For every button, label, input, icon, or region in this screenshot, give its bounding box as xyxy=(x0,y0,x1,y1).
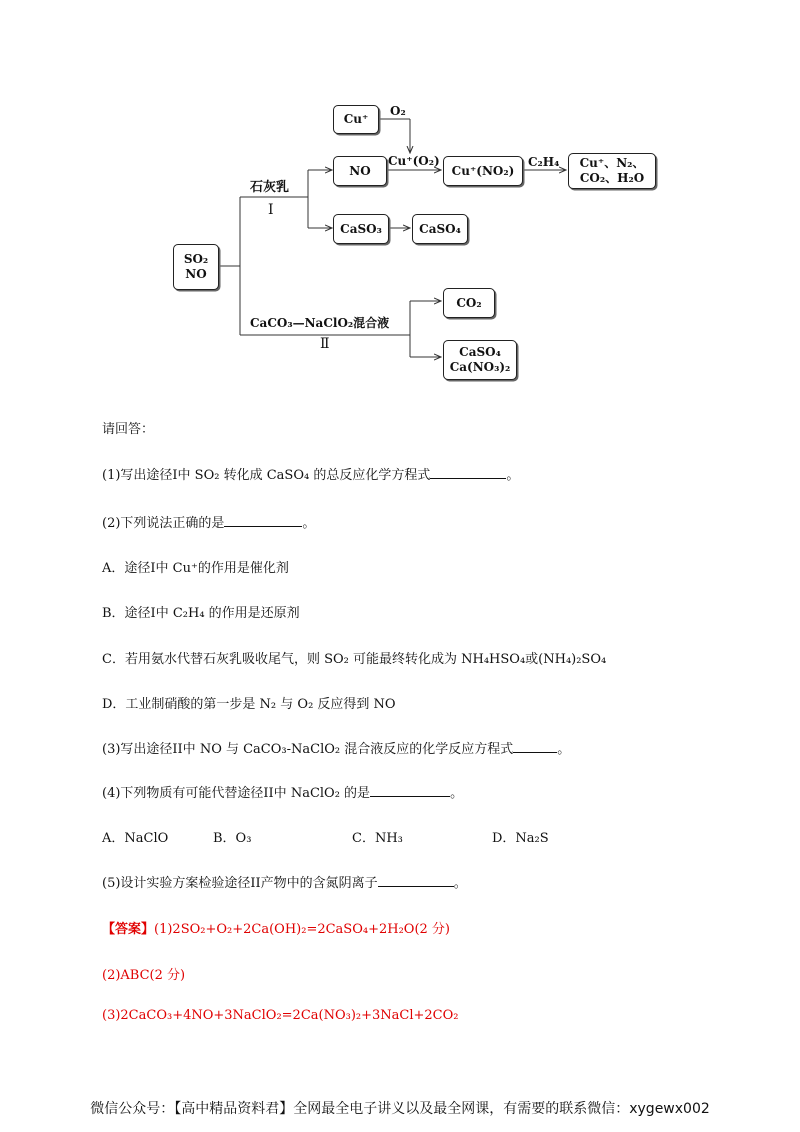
answer-3: (3)2CaCO₃+4NO+3NaClO₂=2Ca(NO₃)₂+3NaCl+2CO₂ xyxy=(102,1008,459,1023)
question-4-option-a: A．NaClO xyxy=(102,831,169,846)
box-so2-no-line2: NO xyxy=(185,267,207,281)
label-cu-o2: Cu⁺(O₂) xyxy=(388,154,440,168)
question-2-option-b: B．途径I中 C₂H₄ 的作用是还原剂 xyxy=(102,606,300,621)
question-3 xyxy=(102,738,570,757)
box-cu-plus-text: Cu⁺ xyxy=(343,112,369,126)
question-5-blank xyxy=(378,874,454,887)
label-lime-milk: 石灰乳 xyxy=(250,180,290,195)
box-so2-no-line1: SO₂ xyxy=(183,252,209,266)
box-no xyxy=(333,156,387,186)
answer-2: (2)ABC(2 分) xyxy=(102,968,186,983)
prompt-text: 请回答： xyxy=(102,422,155,437)
question-2-option-c: C．若用氨水代替石灰乳吸收尾气，则 SO₂ 可能最终转化成为 NH₄HSO₄或(NH₄)₂SO₄ xyxy=(102,652,607,667)
question-2-text: (2)下列说法正确的是 xyxy=(102,516,225,531)
label-mixture: CaCO₃—NaClO₂混合液 xyxy=(250,316,390,330)
box-cu-no2 xyxy=(443,156,523,186)
box-co2 xyxy=(443,288,495,318)
box-products-route1 xyxy=(568,153,656,189)
box-cu-plus xyxy=(333,105,379,134)
label-route-1: Ⅰ xyxy=(268,202,274,218)
box-products-route2 xyxy=(443,340,517,380)
question-3-end: 。 xyxy=(557,742,571,757)
answer-1-text: (1)2SO₂+O₂+2Ca(OH)₂=2CaSO₄+2H₂O(2 分) xyxy=(154,922,451,937)
question-4-option-d: D．Na₂S xyxy=(492,831,549,846)
question-1-blank xyxy=(430,466,506,479)
label-c2h4: C₂H₄ xyxy=(528,155,560,169)
box-caso4-text: CaSO₄ xyxy=(419,221,461,236)
box-caso3-text: CaSO₃ xyxy=(340,221,382,236)
diagram-connectors xyxy=(0,0,800,400)
question-4-option-c: C．NH₃ xyxy=(352,831,403,846)
box-caso3 xyxy=(333,214,389,244)
question-5-text: (5)设计实验方案检验途径II产物中的含氮阴离子 xyxy=(102,876,378,891)
box-products-route2-line1: CaSO₄ xyxy=(459,345,501,359)
box-cu-no2-text: Cu⁺(NO₂) xyxy=(451,163,515,178)
question-5 xyxy=(102,872,467,891)
question-2-option-d: D．工业制硝酸的第一步是 N₂ 与 O₂ 反应得到 NO xyxy=(102,697,396,712)
question-1-end: 。 xyxy=(506,468,520,483)
answer-tag: 【答案】 xyxy=(102,922,155,937)
question-4-option-b: B．O₃ xyxy=(213,831,252,846)
box-products-route1-line1: Cu⁺、N₂、 xyxy=(579,156,645,170)
box-so2-no xyxy=(173,244,219,290)
question-4-text: (4)下列物质有可能代替途径II中 NaClO₂ 的是 xyxy=(102,786,371,801)
box-no-text: NO xyxy=(349,163,371,178)
box-products-route1-line2: CO₂、H₂O xyxy=(579,171,645,185)
question-4 xyxy=(102,782,463,801)
answer-1 xyxy=(102,918,450,937)
box-caso4 xyxy=(412,214,468,244)
question-2-option-a: A．途径I中 Cu⁺的作用是催化剂 xyxy=(102,561,289,576)
label-route-2: Ⅱ xyxy=(320,336,330,352)
question-3-text: (3)写出途径II中 NO 与 CaCO₃-NaClO₂ 混合液反应的化学反应方程式 xyxy=(102,742,514,757)
question-2 xyxy=(102,512,315,531)
question-2-blank xyxy=(224,514,302,527)
question-2-end: 。 xyxy=(302,516,316,531)
question-3-blank xyxy=(513,740,557,753)
footer-text: 微信公众号：【高中精品资料君】全网最全电子讲义以及最全网课，有需要的联系微信：xygewx002 xyxy=(90,1101,710,1117)
question-5-end: 。 xyxy=(453,876,467,891)
question-1 xyxy=(102,464,519,483)
box-co2-text: CO₂ xyxy=(456,295,482,310)
question-4-end: 。 xyxy=(450,786,464,801)
question-4-blank xyxy=(370,784,450,797)
label-o2: O₂ xyxy=(390,104,406,118)
question-1-text: (1)写出途径I中 SO₂ 转化成 CaSO₄ 的总反应化学方程式 xyxy=(102,468,431,483)
box-products-route2-line2: Ca(NO₃)₂ xyxy=(449,360,511,374)
